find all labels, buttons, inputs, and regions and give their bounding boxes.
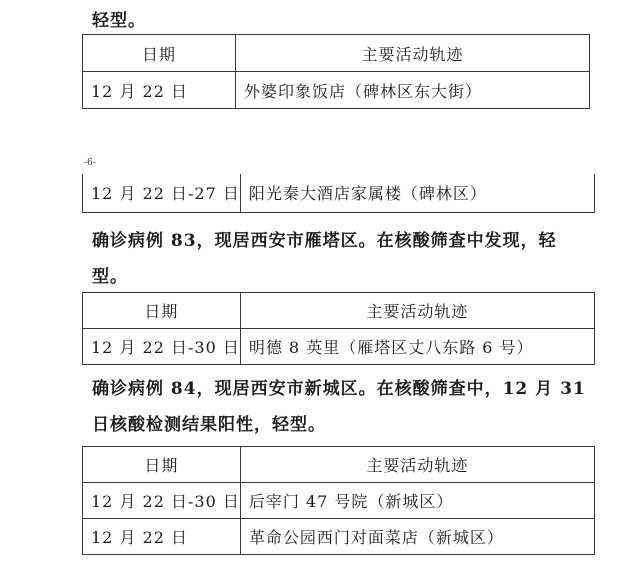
header-activity: 主要活动轨迹 [240, 293, 594, 329]
header-activity: 主要活动轨迹 [240, 447, 594, 483]
page-number: -6- [84, 158, 96, 168]
header-activity: 主要活动轨迹 [236, 35, 590, 72]
table-row [83, 519, 595, 555]
header-date: 日期 [83, 447, 241, 483]
row-place: 革命公园西门对面菜店（新城区） [240, 519, 594, 555]
row-date: 12 月 22 日-30 日 [83, 329, 241, 365]
table-row [83, 72, 590, 109]
table-row [83, 483, 595, 519]
header-date: 日期 [83, 35, 236, 72]
row-place: 后宰门 47 号院（新城区） [240, 483, 594, 519]
case-83-activity-table [82, 292, 595, 365]
activity-table [82, 34, 590, 109]
table-row [83, 174, 595, 212]
table-header-row [83, 447, 595, 483]
row-place: 阳光秦大酒店家属楼（碑林区） [240, 174, 594, 212]
row-date: 12 月 22 日 [83, 519, 241, 555]
table-header-row [83, 293, 595, 329]
case-84-description: 确诊病例 84，现居西安市新城区。在核酸筛查中，12 月 31 [92, 379, 586, 399]
row-place: 外婆印象饭店（碑林区东大街） [236, 72, 590, 109]
row-date: 12 月 22 日 [83, 72, 236, 109]
row-date: 12 月 22 日-27 日 [83, 174, 241, 212]
case-83-description-cont: 型。 [92, 267, 128, 287]
header-date: 日期 [83, 293, 241, 329]
activity-table-continuation [82, 174, 595, 213]
case-83-description: 确诊病例 83，现居西安市雁塔区。在核酸筛查中发现，轻 [92, 231, 557, 251]
case-84-activity-table [82, 446, 595, 555]
row-date: 12 月 22 日-30 日 [83, 483, 241, 519]
case-description-fragment: 轻型。 [92, 11, 146, 31]
case-84-description-cont: 日核酸检测结果阳性，轻型。 [92, 415, 326, 435]
table-row [83, 329, 595, 365]
table-header-row [83, 35, 590, 72]
row-place: 明德 8 英里（雁塔区丈八东路 6 号） [240, 329, 594, 365]
